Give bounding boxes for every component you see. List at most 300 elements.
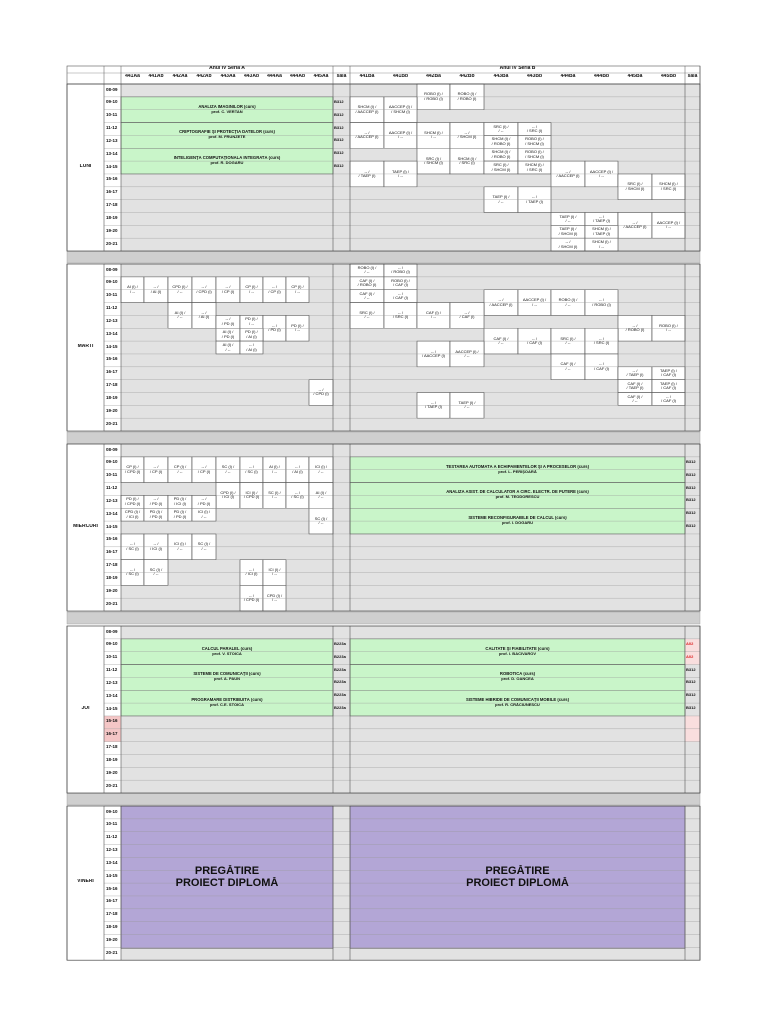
- lab-second-half: / SHCM (l): [558, 243, 578, 249]
- lab-second-half: / --: [201, 513, 207, 519]
- lab-session: [484, 290, 518, 316]
- day-name: VINERI: [77, 879, 94, 885]
- lab-session: [263, 585, 286, 611]
- course-professor: prof. V. STOICA: [212, 651, 242, 656]
- hour-label: 08-09: [106, 447, 118, 452]
- lab-session: [192, 457, 216, 483]
- lab-session: [551, 328, 585, 354]
- hour-label: 15-16: [106, 886, 118, 891]
- lab-session: [417, 393, 450, 419]
- course-room: B312: [686, 706, 696, 711]
- lab-session: [450, 393, 484, 419]
- lab-second-half: / --: [464, 404, 470, 410]
- lab-first-half: ICI (l) /: [174, 541, 186, 547]
- lab-session: [216, 315, 240, 328]
- lab-first-half: SRC (l) /: [493, 162, 509, 168]
- course-room: B223a: [334, 693, 346, 698]
- lab-first-half: -- /: [464, 130, 470, 135]
- lab-session: [652, 367, 685, 380]
- lab-second-half: / TAEP (l): [593, 217, 610, 223]
- group-header-a: 445Aa: [313, 74, 329, 79]
- course-professor: prof. D. OANCEA: [501, 677, 534, 682]
- lab-first-half: SHCM (l) /: [424, 130, 443, 135]
- lab-second-half: / ROBO (l): [424, 95, 443, 101]
- lab-first-half: -- /: [398, 310, 403, 315]
- lab-first-half: SHCM (l) /: [357, 104, 377, 110]
- group-header-b: 444Ba: [560, 74, 576, 79]
- lab-second-half: / CAF (l): [527, 340, 542, 346]
- room-cell: [685, 729, 700, 742]
- day-name: LUNI: [79, 163, 92, 169]
- hour-label: 11-12: [106, 835, 118, 840]
- group-header-a: 442Aa: [172, 74, 188, 79]
- lab-session: [618, 315, 652, 341]
- lab-second-half: / --: [177, 545, 183, 551]
- lab-session: [192, 508, 216, 521]
- lab-session: [384, 303, 417, 329]
- course-room: B223a: [334, 654, 346, 659]
- group-header-a: 443Aa: [220, 74, 236, 79]
- project-subtitle-a: PROIECT DIPLOMĂ: [175, 877, 279, 890]
- lab-first-half: -- /: [532, 335, 537, 341]
- lab-session: [286, 457, 309, 483]
- lab-session: [350, 290, 384, 303]
- lab-session: [450, 148, 484, 174]
- lab-first-half: -- /: [318, 387, 324, 393]
- lab-first-half: CPD (l) /: [220, 490, 236, 495]
- lab-second-half: / --: [464, 352, 470, 358]
- lab-second-half: / PD (l): [149, 513, 163, 519]
- hour-label: 09-10: [106, 280, 118, 285]
- lab-second-half: / --: [666, 224, 671, 230]
- lab-session: [263, 457, 286, 483]
- course-room: B312: [334, 138, 344, 143]
- course-title: CRIPTOGRAFIE ŞI PROTECŢIA DATELOR (curs): [179, 130, 275, 135]
- lab-first-half: -- /: [153, 541, 159, 547]
- lab-second-half: / SHCM (l): [625, 185, 645, 191]
- lab-first-half: -- /: [632, 367, 638, 373]
- hour-label: 12-13: [106, 848, 118, 853]
- lab-session: [618, 367, 652, 380]
- lab-first-half: PD (l) /: [291, 322, 304, 328]
- lab-second-half: / --: [177, 314, 183, 320]
- lab-second-half: / --: [599, 243, 604, 249]
- course-room: B312: [334, 99, 344, 104]
- lab-first-half: SRC (l) /: [359, 310, 375, 315]
- lab-second-half: / --: [318, 520, 324, 526]
- lab-session: [518, 135, 551, 148]
- lab-second-half: / PD (l): [268, 327, 281, 333]
- lab-session: [240, 328, 263, 341]
- course-room: B223a: [334, 667, 346, 672]
- lab-second-half: / ROBO (l): [491, 140, 511, 146]
- course-title: CALITATE ŞI FIABILITATE (curs): [485, 646, 550, 651]
- lab-first-half: TAEP (l) /: [392, 168, 409, 174]
- lab-first-half: -- /: [153, 284, 159, 290]
- lab-session: [384, 277, 417, 290]
- lab-first-half: -- /: [201, 496, 207, 502]
- lab-session: [240, 560, 263, 586]
- course-room: B312: [334, 164, 344, 169]
- lab-second-half: / SC (l): [126, 571, 139, 577]
- course-title: CALCUL PARALEL (curs): [201, 646, 253, 651]
- course-title: TESTAREA AUTOMATĂ A ECHIPAMENTELOR ŞI A PROCESELOR (curs): [446, 464, 589, 469]
- course-room: B223a: [334, 706, 346, 711]
- lab-second-half: / TAEP (l): [626, 385, 644, 391]
- course-professor: prof. M. TEODORESCU: [495, 495, 540, 500]
- lab-session: [240, 483, 263, 509]
- lab-session: [240, 277, 263, 303]
- lab-second-half: / SHCM (l): [457, 134, 477, 140]
- lab-second-half: / --: [632, 397, 638, 403]
- course-title: ANALIZA ASIST. DE CALCULATOR A CIRC. ELECTR. DE PUTERE (curs): [446, 490, 589, 495]
- course-title: ROBOTICĂ (curs): [499, 672, 536, 677]
- lab-first-half: SRC (l) /: [493, 123, 509, 129]
- lab-second-half: / CP (l): [221, 288, 235, 294]
- lab-first-half: -- /: [249, 567, 254, 573]
- lab-session: [216, 277, 240, 303]
- lab-session: [585, 213, 618, 226]
- lab-first-half: -- /: [249, 592, 254, 598]
- hour-label: 10-11: [106, 473, 118, 478]
- lab-second-half: / --: [364, 314, 370, 320]
- lab-session: [192, 303, 216, 329]
- group-header-a: 441Ab: [148, 74, 164, 79]
- lab-session: [309, 380, 333, 406]
- lab-session: [192, 495, 216, 508]
- lab-second-half: / AI (l): [246, 333, 257, 339]
- group-header-a: 441Aa: [125, 74, 140, 79]
- lab-first-half: ICI (l) /: [268, 567, 281, 573]
- lab-second-half: / TAEP (l): [425, 404, 442, 410]
- hour-label: 19-20: [106, 228, 118, 233]
- group-header-b: 441Ba: [359, 74, 375, 79]
- hour-label: 20-21: [106, 601, 118, 606]
- lab-first-half: AACCEP (l) /: [656, 219, 681, 225]
- lab-session: [384, 123, 417, 149]
- lab-second-half: / --: [272, 571, 277, 577]
- lab-session: [286, 315, 309, 341]
- lab-first-half: CP (l) /: [126, 464, 139, 470]
- lab-second-half: / AI (l): [150, 288, 162, 294]
- hour-label: 09-10: [106, 642, 118, 647]
- lab-second-half: / --: [295, 327, 300, 333]
- lab-first-half: CAF (l) /: [359, 277, 375, 283]
- lab-second-half: / SRC (l): [526, 166, 543, 172]
- hour-label: 16-17: [106, 550, 118, 555]
- lab-session: [652, 315, 685, 341]
- lab-first-half: TAEP (l) /: [492, 194, 510, 200]
- lab-session: [350, 264, 384, 277]
- project-title-a: PREGĂTIRE: [194, 865, 260, 878]
- lab-session: [240, 585, 263, 611]
- lab-first-half: -- /: [431, 399, 436, 405]
- course-room: B312: [686, 524, 696, 529]
- lab-second-half: / SRC (l): [593, 340, 610, 346]
- course-room: B312: [686, 680, 696, 685]
- lab-first-half: CP (l) /: [245, 284, 258, 290]
- lab-second-half: / CAF (l): [594, 365, 609, 371]
- lab-first-half: AACCEP (l) /: [388, 104, 413, 110]
- hour-label: 13-14: [106, 151, 118, 156]
- lab-first-half: ROBO (l) /: [659, 322, 678, 328]
- hour-label: 17-18: [106, 203, 118, 208]
- course-room: B312: [686, 667, 696, 672]
- hour-label: 15-16: [106, 177, 118, 182]
- lab-first-half: ROBO (l) /: [391, 277, 410, 283]
- lab-first-half: CPD (l) /: [266, 592, 283, 598]
- lab-first-half: -- /: [272, 322, 277, 328]
- lab-first-half: -- /: [295, 490, 300, 495]
- lab-second-half: / --: [272, 468, 277, 474]
- lab-first-half: SHCM (l) /: [457, 155, 477, 161]
- lab-first-half: -- /: [599, 361, 604, 367]
- lab-second-half: / SHCM (l): [424, 160, 443, 166]
- group-header-b: 443Bb: [526, 74, 542, 79]
- lab-session: [144, 495, 168, 508]
- lab-first-half: -- /: [532, 123, 537, 129]
- group-header-b: 442Bb: [459, 74, 475, 79]
- lab-second-half: / SHCM (l): [558, 230, 578, 236]
- lab-session: [144, 508, 168, 521]
- lab-first-half: SC (l) /: [221, 464, 235, 470]
- lab-second-half: / CP (l): [197, 468, 211, 474]
- course-professor: prof. L. PERIŞOARĂ: [498, 469, 537, 474]
- lab-second-half: / TAEP (l): [526, 198, 543, 204]
- hour-label: 08-09: [106, 87, 118, 92]
- lab-first-half: SHCM (l) /: [659, 181, 678, 187]
- lab-session: [240, 341, 263, 354]
- lab-first-half: -- /: [632, 219, 638, 225]
- lab-session: [417, 148, 450, 174]
- lab-second-half: / --: [398, 134, 403, 140]
- day-separator: [67, 612, 700, 624]
- course-room: B312: [686, 498, 696, 503]
- lab-second-half: / PD (l): [221, 333, 235, 339]
- lab-session: [168, 508, 192, 521]
- room-header-b: sala: [687, 74, 698, 79]
- hour-label: 11-12: [106, 486, 118, 491]
- hour-label: 18-19: [106, 576, 118, 580]
- course-room: B312: [334, 112, 344, 117]
- course-professor: prof. A. PAUN: [214, 677, 240, 682]
- lab-session: [551, 290, 585, 316]
- lab-first-half: TAEP (l) /: [458, 399, 476, 405]
- lab-second-half: / AACCEP (l): [623, 224, 647, 230]
- lab-first-half: SC (l) /: [268, 490, 281, 495]
- lab-second-half: / ICI (l): [150, 545, 162, 551]
- lab-second-half: / PD (l): [149, 500, 163, 506]
- lab-first-half: ROBO (l) /: [525, 136, 544, 142]
- lab-first-half: AI (l) /: [174, 310, 186, 315]
- lab-session: [121, 495, 144, 508]
- lab-second-half: / CAF (l): [393, 295, 408, 301]
- lab-second-half: / --: [295, 288, 300, 294]
- lab-second-half: / --: [318, 494, 324, 500]
- lab-second-half: / SC (l): [291, 494, 304, 500]
- lab-second-half: / --: [565, 365, 571, 371]
- group-header-b: 443Ba: [493, 74, 509, 79]
- lab-second-half: / CAF (l): [393, 282, 408, 288]
- lab-session: [652, 213, 685, 239]
- lab-second-half: / SHCM (l): [525, 140, 544, 146]
- course-professor: prof. R. DOGARU: [210, 161, 244, 166]
- group-header-a: 444Aa: [267, 74, 282, 79]
- lab-second-half: / --: [565, 340, 571, 346]
- lab-first-half: PD (l) /: [245, 316, 258, 322]
- lab-session: [121, 560, 144, 586]
- hour-label: 14-15: [106, 524, 118, 529]
- lab-first-half: CAF (l) /: [627, 380, 643, 386]
- lab-session: [350, 277, 384, 290]
- day-separator: [67, 793, 700, 805]
- hour-label: 17-18: [106, 383, 118, 388]
- hour-label: 17-18: [106, 912, 118, 917]
- lab-first-half: -- /: [532, 194, 537, 200]
- group-header-a: 444Ab: [289, 74, 305, 79]
- lab-first-half: ROBO (l) /: [558, 297, 578, 303]
- lab-session: [350, 123, 384, 149]
- lab-second-half: / --: [318, 468, 324, 474]
- lab-session: [216, 341, 240, 354]
- lab-first-half: TAEP (l) /: [660, 380, 677, 386]
- lab-session: [417, 303, 450, 329]
- lab-second-half: / CP (l): [268, 288, 281, 294]
- lab-second-half: / --: [249, 288, 254, 294]
- lab-second-half: / CPD (l): [313, 391, 329, 397]
- lab-first-half: SC (l) /: [149, 567, 163, 573]
- hour-label: 15-16: [106, 719, 118, 724]
- lab-second-half: / CPD (l): [196, 288, 212, 294]
- course-title: INTELIGENŢĂ COMPUTAŢIONALĂ INTEGRATĂ (curs): [173, 156, 281, 161]
- lab-second-half: / --: [249, 320, 254, 326]
- lab-second-half: / SRC (l): [459, 160, 475, 166]
- hour-label: 14-15: [106, 873, 118, 878]
- lab-session: [618, 393, 652, 406]
- lab-first-half: -- /: [130, 567, 135, 573]
- lab-first-half: -- /: [666, 393, 671, 399]
- lab-second-half: / --: [153, 571, 159, 577]
- lab-session: [585, 354, 618, 380]
- day-separator: [67, 251, 700, 263]
- lab-second-half: / --: [272, 494, 277, 500]
- lab-session: [417, 123, 450, 149]
- hour-label: 08-09: [106, 267, 118, 272]
- lab-first-half: AACCEP (l) /: [589, 168, 614, 174]
- lab-second-half: / SC (l): [245, 468, 258, 474]
- hour-label: 18-19: [106, 216, 118, 220]
- hour-label: 12-13: [106, 318, 118, 323]
- lab-session: [551, 238, 585, 251]
- lab-second-half: / AI (l): [246, 346, 257, 352]
- lab-second-half: / --: [431, 314, 436, 320]
- lab-second-half: / SRC (l): [526, 127, 543, 133]
- lab-session: [121, 508, 144, 521]
- lab-session: [618, 213, 652, 239]
- lab-first-half: SC (l) /: [197, 541, 211, 547]
- lab-first-half: SRC (l) /: [425, 155, 442, 161]
- lab-session: [450, 84, 484, 110]
- lab-second-half: / TAEP (l): [593, 230, 610, 236]
- lab-session: [652, 393, 685, 406]
- lab-session: [551, 161, 585, 187]
- lab-session: [518, 187, 551, 213]
- lab-session: [168, 303, 192, 329]
- day-name: MIERCURI: [73, 523, 98, 529]
- lab-first-half: AI (l) /: [127, 284, 138, 290]
- lab-first-half: -- /: [364, 168, 370, 174]
- lab-session: [518, 123, 551, 136]
- group-header-a: 442Ab: [196, 74, 212, 79]
- lab-first-half: PD (l) /: [149, 509, 163, 515]
- lab-first-half: AI (l) /: [315, 490, 327, 495]
- lab-first-half: AACCEP (l) /: [455, 348, 479, 354]
- course-room: B312: [686, 485, 696, 490]
- day-name: MARTI: [77, 343, 94, 349]
- lab-session: [309, 457, 333, 483]
- hour-label: 19-20: [106, 408, 118, 413]
- lab-second-half: / CPD (l): [124, 500, 141, 506]
- lab-first-half: CP (l) /: [291, 284, 304, 290]
- lab-second-half: / ICI (l): [126, 513, 139, 519]
- lab-second-half: / AACCEP (l): [489, 301, 513, 307]
- lab-second-half: / ROBO (l): [357, 282, 377, 288]
- hour-label: 12-13: [106, 680, 118, 685]
- lab-first-half: -- /: [153, 464, 159, 470]
- hour-label: 20-21: [106, 783, 118, 788]
- lab-first-half: -- /: [599, 335, 604, 341]
- lab-session: [551, 213, 585, 226]
- course-room: A02: [686, 654, 694, 659]
- hour-label: 13-14: [106, 860, 118, 865]
- course-title: ANALIZA IMAGINILOR (curs): [198, 104, 256, 109]
- course-room: A02: [686, 641, 694, 646]
- lab-first-half: -- /: [498, 297, 504, 303]
- hour-label: 16-17: [106, 732, 118, 737]
- hour-label: 20-21: [106, 421, 118, 426]
- lab-session: [263, 315, 286, 341]
- lab-session: [551, 225, 585, 238]
- lab-second-half: / TAEP (l): [626, 372, 644, 378]
- lab-second-half: / AACCEP (l): [355, 108, 379, 114]
- lab-second-half: / --: [565, 301, 571, 307]
- day-name: JOI: [81, 705, 90, 711]
- lab-second-half: / --: [431, 134, 436, 140]
- lab-first-half: TAEP (l) /: [559, 226, 577, 232]
- lab-second-half: / SHCM (l): [491, 166, 511, 172]
- lab-first-half: -- /: [632, 322, 638, 328]
- series-b-title: Anul IV Seria B: [499, 66, 536, 71]
- hour-label: 12-13: [106, 138, 118, 143]
- lab-first-half: -- /: [599, 297, 604, 303]
- room-cell: [685, 716, 700, 729]
- lab-session: [585, 238, 618, 251]
- lab-second-half: / CAF (l): [661, 397, 676, 403]
- hour-label: 18-19: [106, 396, 118, 400]
- lab-first-half: CP (l) /: [173, 464, 187, 470]
- hour-label: 15-16: [106, 537, 118, 542]
- group-header-a: 443Ab: [243, 74, 259, 79]
- lab-session: [618, 174, 652, 200]
- lab-second-half: / --: [364, 295, 370, 301]
- project-title-b: PREGĂTIRE: [485, 865, 550, 878]
- lab-first-half: -- /: [249, 342, 254, 348]
- lab-session: [450, 341, 484, 367]
- hour-label: 14-15: [106, 706, 118, 711]
- lab-session: [484, 161, 518, 174]
- lab-first-half: PD (l) /: [245, 329, 258, 335]
- lab-second-half: / SHCM (l): [525, 153, 544, 159]
